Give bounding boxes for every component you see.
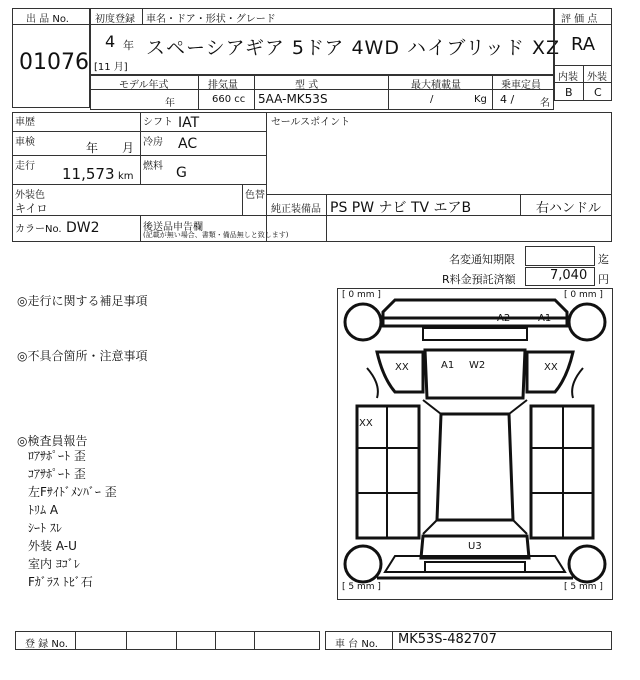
inspector-item: 室内 ﾖｺﾞﾚ bbox=[28, 557, 80, 571]
mark-hood-left: A1 bbox=[441, 360, 455, 371]
mark-fender-left: XX bbox=[395, 362, 409, 373]
model-code-value: 5AA-MK53S bbox=[258, 92, 328, 106]
tire-front-right bbox=[569, 304, 605, 340]
inspection-month-unit: 月 bbox=[122, 141, 135, 155]
driving-notes-title: ◎走行に関する補足事項 bbox=[17, 294, 148, 308]
tire-rear-right-depth: [ 5 mm ] bbox=[564, 582, 603, 592]
capacity-value: 4 / bbox=[500, 93, 515, 106]
inspector-item: Fｶﾞﾗｽ ﾄﾋﾞ石 bbox=[28, 575, 93, 589]
car-damage-diagram bbox=[337, 288, 613, 600]
exterior-label: 外装 bbox=[587, 72, 607, 83]
equipment-value: PS PW ナビ TV エアB bbox=[330, 200, 472, 216]
aftermarket-label: 後送品申告欄 bbox=[143, 222, 203, 233]
displacement-value: 660 cc bbox=[212, 94, 246, 105]
interior-label: 内装 bbox=[558, 72, 578, 83]
rating-label: 評 価 点 bbox=[561, 14, 598, 25]
displacement-label: 排気量 bbox=[208, 80, 238, 91]
steering-value: 右ハンドル bbox=[536, 201, 602, 216]
tire-rear-left-depth: [ 5 mm ] bbox=[342, 582, 381, 592]
inspector-item: ｺｱｻﾎﾟｰﾄ 歪 bbox=[28, 467, 86, 481]
chassis-label: 車 台 No. bbox=[335, 639, 378, 650]
tire-front-right-depth: [ 0 mm ] bbox=[564, 290, 603, 300]
recycle-amount: 7,040 bbox=[550, 268, 588, 283]
model-code-label: 型 式 bbox=[295, 80, 319, 91]
car-name: スペーシアギア 5ドア 4WD ハイブリッド XZ bbox=[146, 37, 560, 59]
inspection-year-unit: 年 bbox=[86, 141, 99, 155]
exterior-grade: C bbox=[594, 86, 602, 99]
name-change-box bbox=[525, 246, 595, 266]
interior-grade: B bbox=[565, 86, 573, 99]
mark-hood-right: W2 bbox=[469, 360, 486, 371]
inspector-item: 外装 A-U bbox=[28, 539, 77, 553]
tire-front-left bbox=[345, 304, 381, 340]
aftermarket-note: (記載が無い場合、書類・備品無しと致します) bbox=[143, 231, 289, 239]
grille bbox=[423, 328, 527, 340]
exterior-color-value: キイロ bbox=[15, 202, 48, 215]
history-label: 車歴 bbox=[15, 117, 35, 128]
hood bbox=[425, 350, 525, 398]
tire-rear-left bbox=[345, 546, 381, 582]
shift-value: IAT bbox=[178, 115, 200, 131]
mileage-value: 11,573 bbox=[62, 165, 115, 183]
sales-point-label: セールスポイント bbox=[271, 117, 351, 128]
year-unit: 年 bbox=[123, 39, 134, 52]
first-reg-label: 初度登録 bbox=[95, 14, 135, 25]
rating-value: RA bbox=[571, 34, 596, 55]
tire-rear-right bbox=[569, 546, 605, 582]
shift-label: シフト bbox=[143, 117, 173, 128]
max-load-label: 最大積載量 bbox=[411, 80, 461, 91]
recycle-label: R料金預託済額 bbox=[442, 273, 516, 286]
max-load-sep: / bbox=[430, 94, 434, 105]
name-change-unit: 迄 bbox=[598, 253, 609, 266]
color-change-label: 色替 bbox=[245, 190, 265, 201]
mileage-unit: km bbox=[118, 171, 134, 182]
inspector-item: ﾄﾘﾑ A bbox=[28, 503, 59, 517]
fuel-value: G bbox=[176, 165, 187, 181]
equipment-label: 純正装備品 bbox=[271, 204, 321, 215]
rear-lamp bbox=[425, 562, 525, 572]
inspector-item: ｼｰﾄ ｽﾚ bbox=[28, 521, 62, 535]
inspector-item: ﾛｱｻﾎﾟｰﾄ 歪 bbox=[28, 449, 86, 463]
exterior-color-label: 外装色 bbox=[15, 190, 45, 201]
mark-rear: U3 bbox=[468, 541, 482, 552]
mileage-label: 走行 bbox=[15, 161, 35, 172]
model-year-unit: 年 bbox=[165, 98, 175, 109]
reg-month: [11 月] bbox=[94, 62, 128, 73]
capacity-unit: 名 bbox=[540, 98, 550, 109]
model-year-label: モデル年式 bbox=[119, 80, 169, 91]
color-no-label: カラーNo. bbox=[15, 224, 62, 235]
mark-bumper-left: A2 bbox=[497, 313, 511, 324]
color-no-value: DW2 bbox=[66, 220, 100, 236]
inspector-item: 左Fｻｲﾄﾞﾒﾝﾊﾞｰ 歪 bbox=[28, 485, 117, 499]
roof bbox=[437, 414, 513, 520]
reg-year: 4 bbox=[105, 32, 116, 51]
defects-title: ◎不具合箇所・注意事項 bbox=[17, 349, 148, 363]
recycle-unit: 円 bbox=[598, 273, 609, 286]
max-load-unit: Kg bbox=[474, 94, 487, 105]
capacity-label: 乗車定員 bbox=[501, 80, 541, 91]
aircon-value: AC bbox=[178, 136, 198, 152]
name-change-label: 名変通知期限 bbox=[449, 253, 515, 266]
inspector-title: ◎検査員報告 bbox=[17, 434, 88, 448]
lot-number: 01076 bbox=[19, 50, 89, 75]
mark-fender-right: XX bbox=[544, 362, 558, 373]
car-name-label: 車名・ドア・形状・グレード bbox=[146, 14, 276, 25]
mark-bumper-right: A1 bbox=[538, 313, 552, 324]
tire-front-left-depth: [ 0 mm ] bbox=[342, 290, 381, 300]
chassis-number: MK53S-482707 bbox=[398, 632, 497, 647]
aircon-label: 冷房 bbox=[143, 137, 163, 148]
mark-side-left: XX bbox=[359, 418, 373, 429]
inspection-label: 車検 bbox=[15, 137, 35, 148]
lot-label: 出 品 No. bbox=[26, 14, 69, 25]
registration-label: 登 録 No. bbox=[25, 639, 68, 650]
fuel-label: 燃料 bbox=[143, 161, 163, 172]
